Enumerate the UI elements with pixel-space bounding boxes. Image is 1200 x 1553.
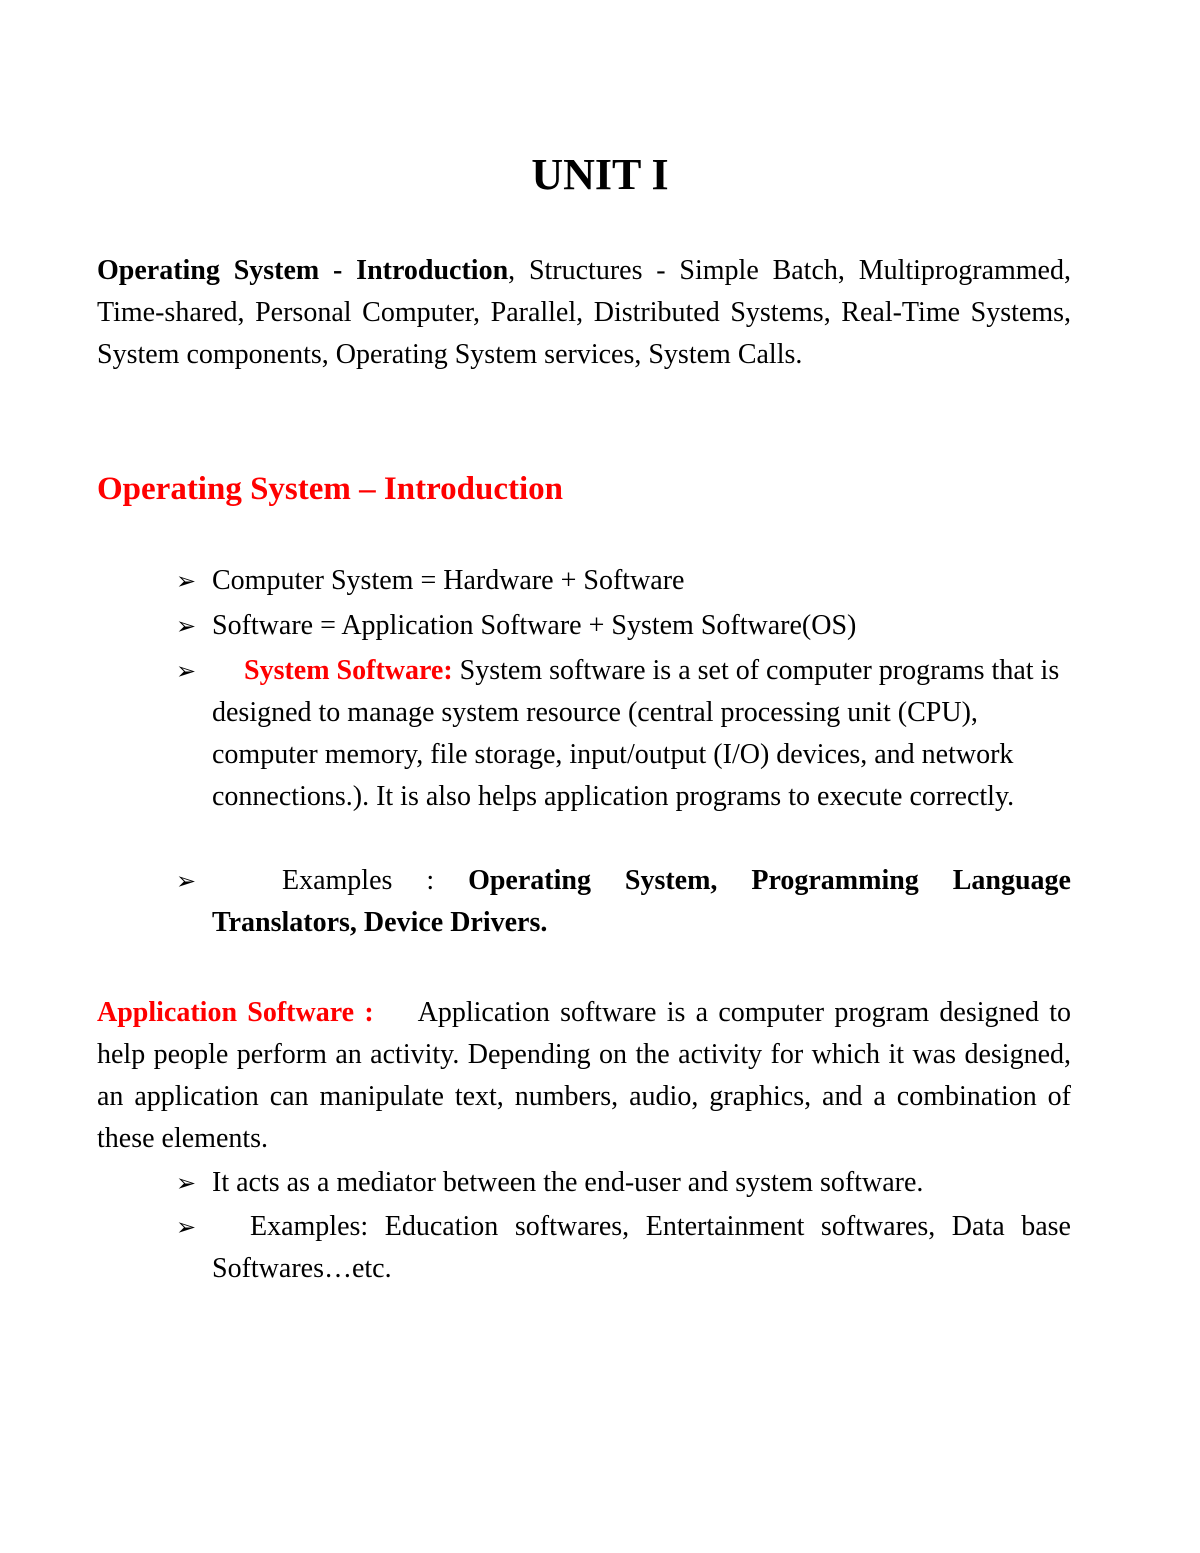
examples-lead: Examples : — [282, 865, 469, 896]
bullet-text — [176, 1206, 1071, 1290]
arrow-bullet-icon: ➢ — [176, 1213, 197, 1241]
page-title: UNIT I — [531, 150, 669, 199]
bullet-text: Computer System = Hardware + Software — [212, 565, 685, 596]
app-examples-text: Examples: Education softwares, Entertainment softwares, Data base Softwares…etc. — [212, 1211, 1071, 1284]
examples-bold: Operating System, Programming Language Translators, Device Drivers. — [212, 865, 1071, 938]
application-software-text: Application software is a computer program designed to help people perform an activity. Depending on the activity for which it was designed, an application can manipulate text, numbers, audio, graphics, and a combination of these elements. — [97, 997, 1071, 1154]
list-item — [176, 860, 1071, 944]
system-software-text: System software is a set of computer programs that is designed to manage system resource (central processing unit (CPU), computer memory, file storage, input/output (I/O) devices, and network connections.). It is also helps application programs to execute correctly. — [212, 655, 1060, 812]
list-item — [176, 650, 1071, 818]
arrow-bullet-icon: ➢ — [176, 867, 197, 895]
syllabus-text: , Structures - Simple Batch, Multiprogrammed, Time-shared, Personal Computer, Parallel, Distributed Systems, Real-Time Systems, System components, Operating System services, System Calls. — [97, 255, 1071, 370]
bullet-text — [176, 860, 1071, 944]
application-software-paragraph — [97, 992, 1071, 1160]
bullet-text: It acts as a mediator between the end-user and system software. — [212, 1167, 924, 1198]
arrow-bullet-icon: ➢ — [176, 657, 197, 685]
syllabus-bold-text: Operating System - Introduction — [97, 255, 509, 286]
arrow-bullet-icon: ➢ — [176, 567, 197, 595]
bullet-text: Software = Application Software + System Software(OS) — [212, 610, 857, 641]
application-software-label: Application Software : — [97, 997, 374, 1028]
system-software-label: System Software: — [244, 655, 453, 686]
list-item — [176, 560, 1071, 602]
list-item — [176, 1162, 1071, 1204]
arrow-bullet-icon: ➢ — [176, 1169, 197, 1197]
list-item — [176, 605, 1071, 647]
list-item — [176, 1206, 1071, 1290]
bullet-text — [176, 650, 1071, 818]
section-heading: Operating System – Introduction — [97, 471, 563, 507]
syllabus-paragraph — [97, 250, 1071, 376]
arrow-bullet-icon: ➢ — [176, 612, 197, 640]
